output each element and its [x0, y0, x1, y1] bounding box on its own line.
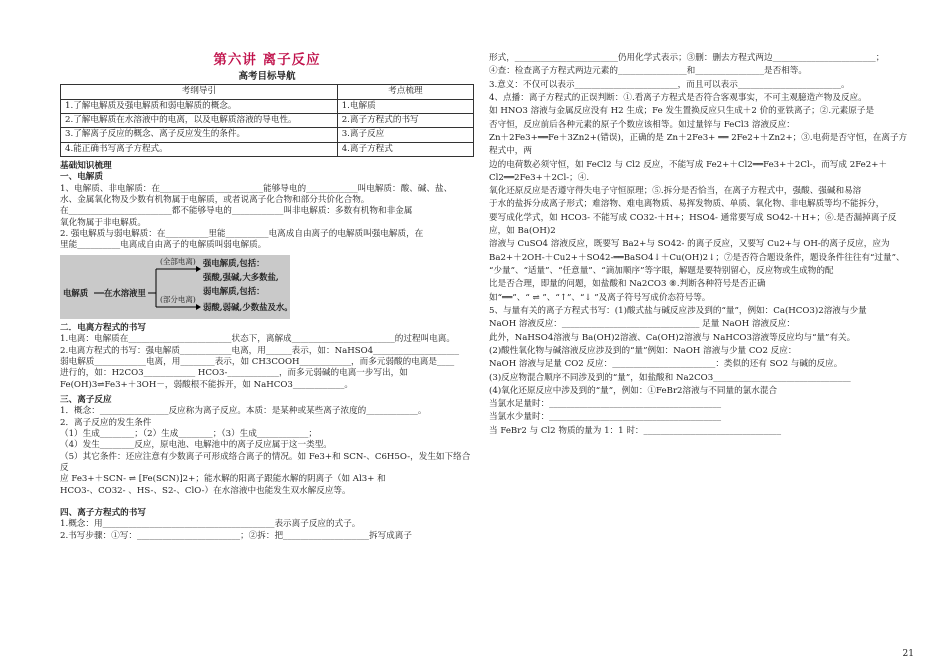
- table-row: [61, 99, 474, 113]
- text-line: 否守恒，反应前后各种元素的原子个数应该相等。如过量锌与 FeCl3 溶液反应：: [489, 119, 795, 130]
- text-line: Ba2+＋2OH-＋Cu2+＋SO42-══BaSO4↓＋Cu(OH)2↓；⑦是否符合题设条件，题设条件往往有“过量”、: [489, 252, 905, 263]
- text-line: （4）发生________反应，原电池、电解池中的离子反应属于这一类型。: [60, 440, 332, 451]
- text-line: 当氯水少量时：________________________________________: [489, 412, 722, 423]
- text-line: 当 FeBr2 与 Cl2 物质的量为 1：1 时：________________________________: [489, 425, 782, 436]
- table-cell: 1.电解质: [337, 99, 473, 113]
- text-line: 弱电解质____________电离，用________表示，如 CH3COOH____________，而多元弱酸的电离是____: [60, 356, 455, 367]
- section-heading: 三、离子反应: [60, 394, 112, 405]
- text-line: 比是否合理，即量的问题，如盐酸和 Na2CO3 ⑧.判断各种符号是否正确: [489, 279, 766, 290]
- text-line: 2.书写步骤：①写：________________________；②拆：把____________________拆写成离子: [60, 530, 412, 541]
- text-line: 4、点播：离子方程式的正误判断：①.看离子方程式是否符合客观事实，不可主观臆造产物及反应。: [489, 92, 867, 103]
- text-line: （1）生成________；（2）生成________；（3）生成____________；: [60, 428, 318, 439]
- table-cell: 4.离子方程式: [337, 142, 473, 156]
- right-column: [489, 52, 909, 438]
- diagram-branch-label: (全部电离): [160, 256, 196, 266]
- text-line: NaOH 溶液与足量 CO2 反应：________________________：类似的还有 SO2 与碱的反应。: [489, 359, 843, 370]
- text-line: 进行的，如：H2CO3____________ HCO3-____________，而多元弱碱的电离一步写出，如: [60, 368, 408, 379]
- diagram-strong-items: 强酸,强碱,大多数盐,: [203, 271, 279, 282]
- diagram-weak: 弱电解质,包括：: [203, 285, 265, 296]
- diagram-strong: 强电解质,包括：: [203, 257, 265, 268]
- text-line: “少量”、“适量”、“任意量”、“滴加顺序”等字眼，解题是要特别留心，反应物或生成物的配: [489, 266, 834, 276]
- lecture-title: 第六讲 离子反应: [213, 52, 321, 68]
- text-line: 5、与量有关的离子方程式书写：(1)酸式盐与碱反应涉及到的“量”，例如：Ca(HCO3)2溶液与少量: [489, 305, 867, 316]
- text-line: 水、金属氧化物及少数有机物属于电解质，或者说离子化合物和部分共价化合物。: [60, 195, 370, 206]
- text-line: 应 Fe3+＋SCN- ⇌ [Fe(SCN)]2+；能水解的阳离子跟能水解的阴离子（如 Al3+ 和: [60, 474, 386, 485]
- section-heading: 二．电离方程式的书写: [60, 322, 146, 333]
- section-heading: 四、离子方程式的书写: [60, 507, 146, 518]
- text-line: 如“══”、“ ⇌ ”、“↑”、“↓ ”及离子符号写成价态符号等。: [489, 292, 711, 303]
- text-line: 2. 强电解质与弱电解质：在__________里能__________电离成自由离子的电解质叫强电解质，在: [60, 229, 424, 240]
- left-column: [60, 52, 474, 542]
- table-row: [61, 142, 474, 156]
- table-cell: 4.能正确书写离子方程式。: [61, 142, 338, 156]
- table-cell: 1.了解电解质及强电解质和弱电解质的概念。: [61, 99, 338, 113]
- table-header: 考纲导引: [61, 85, 338, 99]
- text-line: 1、电解质、非电解质：在________________________能够导电的____________叫电解质：酸、碱、盐、: [60, 183, 453, 194]
- diagram-condition: 在水溶液里: [104, 287, 146, 298]
- text-line: 1.概念：用________________________________________表示离子反应的式子。: [60, 519, 361, 530]
- text-line: (4)氧化还原反应中涉及到的“量”，例如：①FeBr2溶液与不同量的氯水混合: [489, 385, 778, 396]
- text-line: 形式，________________________仍用化学式表示；③删：删去方程式两边________________________；: [489, 53, 885, 63]
- diagram-branch-label: (部分电离): [160, 294, 196, 304]
- table-header: 考点梳理: [337, 85, 473, 99]
- text-line: Fe(OH)3⇌Fe3+＋3OH－，弱酸根不能拆开，如 NaHCO3____________。: [60, 379, 353, 390]
- text-line: (3)反应物混合顺序不同涉及到的“量”，如盐酸和 Na2CO3________________________________: [489, 372, 851, 383]
- text-line: 2.电离方程式的书写：强电解质____________电离，用______表示，如：NaHSO4____________________: [60, 345, 460, 356]
- text-line: 要写成化学式，如 HCO3- 不能写成 CO32-＋H+；HSO4- 通常要写成 SO42-＋H+；⑥.是否漏掉离子反应，如 Ba(OH)2: [489, 212, 897, 237]
- text-line: 当氯水足量时：________________________________________: [489, 399, 722, 410]
- text-line: 氧化还原反应是否遵守得失电子守恒原理；⑤.拆分是否恰当，在离子方程式中，强酸、强碱和易溶: [489, 186, 862, 197]
- table-cell: 3.离子反应: [337, 128, 473, 142]
- text-line: 边的电荷数必须守恒，如 FeCl2 与 Cl2 反应，不能写成 Fe2+＋Cl2══Fe3+＋2Cl-，而写成 2Fe2+＋Cl2══2Fe3+＋2Cl-；④.: [489, 159, 888, 183]
- basic-heading: 基础知识梳理: [60, 161, 112, 172]
- section-subtitle: 高考目标导航: [238, 70, 296, 82]
- electrolyte-diagram: [60, 255, 293, 319]
- text-line: 在________________________都不能够导电的____________叫非电解质：多数有机物和非金属: [60, 206, 413, 217]
- section-heading: 一、电解质: [60, 172, 103, 183]
- text-line: ④查：检查离子方程式两边元素的________________和________________是否相等。: [489, 66, 807, 77]
- objectives-table: [60, 84, 474, 157]
- text-line: （5）其它条件：还应注意有少数离子可形成络合离子的情况。如 Fe3+和 SCN-、C6H5O-，发生如下络合反: [60, 451, 471, 473]
- table-row: [61, 114, 474, 128]
- text-line: 溶液与 CuSO4 溶液反应，既要写 Ba2+与 SO42- 的离子反应，又要写 Cu2+与 OH-的离子反应，应为: [489, 239, 890, 250]
- table-cell: 2.离子方程式的书写: [337, 114, 473, 128]
- table-row: [61, 128, 474, 142]
- text-line: 1．概念：________________反应称为离子反应。本质：是某种或某些离子浓度的____________。: [60, 406, 427, 417]
- page-number: 21: [902, 649, 914, 660]
- text-line: NaOH 溶液反应：________________________________ 足量 NaOH 溶液反应：: [489, 319, 795, 330]
- text-line: Zn＋2Fe3+══Fe＋3Zn2+(错误)，正确的是 Zn＋2Fe3+ ══ 2Fe2+＋Zn2+；③.电荷是否守恒，在离子方程式中，两: [489, 132, 908, 157]
- text-line: 此外，NaHSO4溶液与 Ba(OH)2溶液、Ca(OH)2溶液与 NaHCO3溶液等反应均与“量”有关。: [489, 332, 856, 343]
- text-line: 1.电离：电解质在________________________状态下，离解成________________________的过程叫电离。: [60, 334, 455, 345]
- table-cell: 2.了解电解质在水溶液中的电离，以及电解质溶液的导电性。: [61, 114, 338, 128]
- text-line: (2)酸性氧化物与碱溶液反应涉及到的“量”例如：NaOH 溶液与少量 CO2 反应：: [489, 345, 797, 356]
- text-line: 于水的盐拆分成离子形式；难溶物、难电离物质、易挥发物质、单质、氧化物、非电解质等均不能拆分，: [489, 199, 885, 210]
- table-cell: 3.了解离子反应的概念、离子反应发生的条件。: [61, 128, 338, 142]
- diagram-weak-items: 弱酸,弱碱,少数盐及水。: [203, 301, 293, 312]
- text-line: 里能__________电离成自由离子的电解质叫弱电解质。: [60, 240, 267, 251]
- text-line: 3.意义：不仅可以表示________________________，而且可以表示________________________。: [489, 79, 850, 90]
- text-line: 氧化物属于非电解质。: [60, 217, 146, 228]
- table-header-row: [61, 85, 474, 99]
- text-line: 如 HNO3 溶液与金属反应没有 H2 生成；Fe 发生置换反应只生成＋2 价的亚铁离子；②.元素原子是: [489, 106, 875, 117]
- text-line: 2．离子反应的发生条件: [60, 417, 152, 428]
- text-line: HCO3-、CO32- 、HS-、S2-、ClO-）在水溶液中也能发生双水解反应等。: [60, 485, 351, 496]
- diagram-root: 电解质: [63, 287, 89, 298]
